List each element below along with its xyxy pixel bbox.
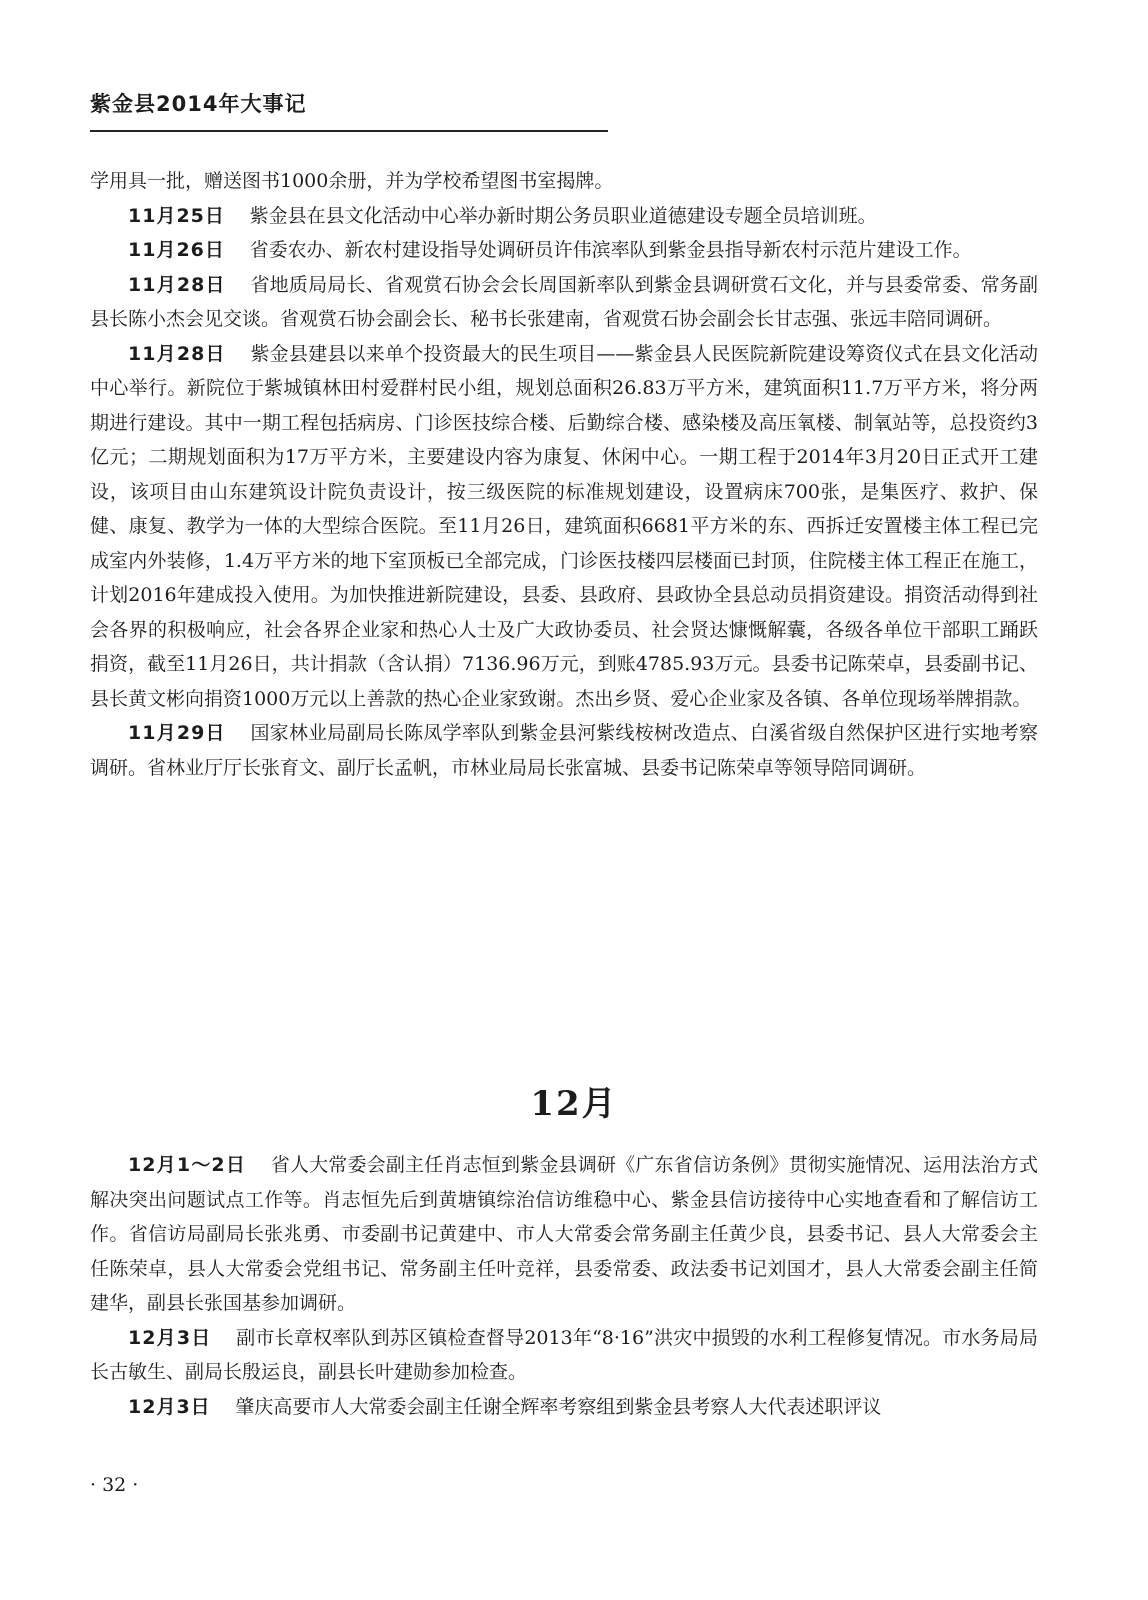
entry-dec-1-2 bbox=[90, 1148, 1038, 1321]
page-number: · 32 · bbox=[90, 1474, 139, 1496]
entry-text: 肇庆高要市人大常委会副主任谢全辉率考察组到紫金县考察人大代表述职评议 bbox=[235, 1395, 882, 1418]
entry-date: 12月3日 bbox=[128, 1326, 212, 1349]
entry-nov-28-b bbox=[90, 337, 1038, 717]
entry-date: 12月1～2日 bbox=[128, 1154, 247, 1176]
entry-date: 11月25日 bbox=[128, 204, 225, 227]
entry-date: 11月28日 bbox=[128, 273, 226, 296]
entry-text: 省人大常委会副主任肖志恒到紫金县调研《广东省信访条例》贯彻实施情况、运用法治方式解决突出问题试点工作等。肖志恒先后到黄塘镇综治信访维稳中心、紫金县信访接待中心实地查看和了解信访工作。省信访局副局长张兆勇、市委副书记黄建中、市人大常委会常务副主任黄少良，县委书记、县人大常委会主任陈荣卓，县人大常委会党组书记、常务副主任叶竞祥，县委常委、政法委书记刘国才，县人大常委会副主任简建华，副县长张国基参加调研。 bbox=[90, 1154, 1038, 1314]
entry-text: 省委农办、新农村建设指导处调研员许伟滨率队到紫金县指导新农村示范片建设工作。 bbox=[249, 239, 972, 261]
entry-nov-26 bbox=[90, 233, 1038, 268]
entry-text: 省地质局局长、省观赏石协会会长周国新率队到紫金县调研赏石文化，并与县委常委、常务副县长陈小杰会见交谈。省观赏石协会副会长、秘书长张建南，省观赏石协会副会长甘志强、张远丰陪同调研。 bbox=[90, 273, 1038, 330]
entry-nov-29 bbox=[90, 716, 1038, 785]
running-head-title: 紫金县2014年大事记 bbox=[90, 92, 307, 116]
entry-date: 11月28日 bbox=[128, 342, 226, 365]
entry-text: 紫金县建县以来单个投资最大的民生项目——紫金县人民医院新院建设筹资仪式在县文化活动中心举行。新院位于紫城镇林田村爱群村民小组，规划总面积26.83万平方米，建筑面积11.7万平方米，将分两期进行建设。其中一期工程包括病房、门诊医技综合楼、后勤综合楼、感染楼及高压氧楼、制氧站等，总投资约3亿元；二期规划面积为17万平方米，主要建设内容为康复、休闲中心。一期工程于2014年3月20日正式开工建设，该项目由山东建筑设计院负责设计，按三级医院的标准规划建设，设置病床700张，是集医疗、救护、保健、康复、教学为一体的大型综合医院。至11月26日，建筑面积6681平方米的东、西拆迁安置楼主体工程已完成室内外装修，1.4万平方米的地下室顶板已全部完成，门诊医技楼四层楼面已封顶，住院楼主体工程正在施工，计划2016年建成投入使用。为加快推进新院建设，县委、县政府、县政协全县总动员捐资建设。捐资活动得到社会各界的积极响应，社会各界企业家和热心人士及广大政协委员、社会贤达慷慨解囊，各级各单位干部职工踊跃捐资，截至11月26日，共计捐款（含认捐）7136.96万元，到账4785.93万元。县委书记陈荣卓，县委副书记、县长黄文彬向捐资1000万元以上善款的热心企业家致谢。杰出乡贤、爱心企业家及各镇、各单位现场举牌捐款。 bbox=[90, 342, 1038, 710]
continuation-paragraph: 学用具一批，赠送图书1000余册，并为学校希望图书室揭牌。 bbox=[90, 170, 614, 192]
entry-date: 11月26日 bbox=[128, 239, 225, 261]
entry-text: 紫金县在县文化活动中心举办新时期公务员职业道德建设专题全员培训班。 bbox=[249, 204, 877, 227]
month-heading: 12月 bbox=[530, 1084, 618, 1124]
entry-date: 12月3日 bbox=[128, 1395, 211, 1418]
entry-nov-28-a bbox=[90, 268, 1038, 337]
header-rule bbox=[90, 130, 608, 132]
entry-dec-3-a bbox=[90, 1321, 1038, 1390]
entry-date: 11月29日 bbox=[128, 722, 226, 744]
entry-nov-25 bbox=[90, 199, 1038, 234]
section-december-entries bbox=[90, 1148, 1038, 1424]
entry-dec-3-b bbox=[90, 1390, 1038, 1425]
entry-text: 副市长章权率队到苏区镇检查督导2013年“8·16”洪灾中损毁的水利工程修复情况。市水务局局长古敏生、副局长殷运良，副县长叶建勋参加检查。 bbox=[90, 1326, 1038, 1383]
entry-text: 国家林业局副局长陈凤学率队到紫金县河紫线桉树改造点、白溪省级自然保护区进行实地考察调研。省林业厅厅长张育文、副厅长孟帆，市林业局局长张富城、县委书记陈荣卓等领导陪同调研。 bbox=[90, 722, 1038, 779]
section-november-entries bbox=[90, 164, 1038, 785]
